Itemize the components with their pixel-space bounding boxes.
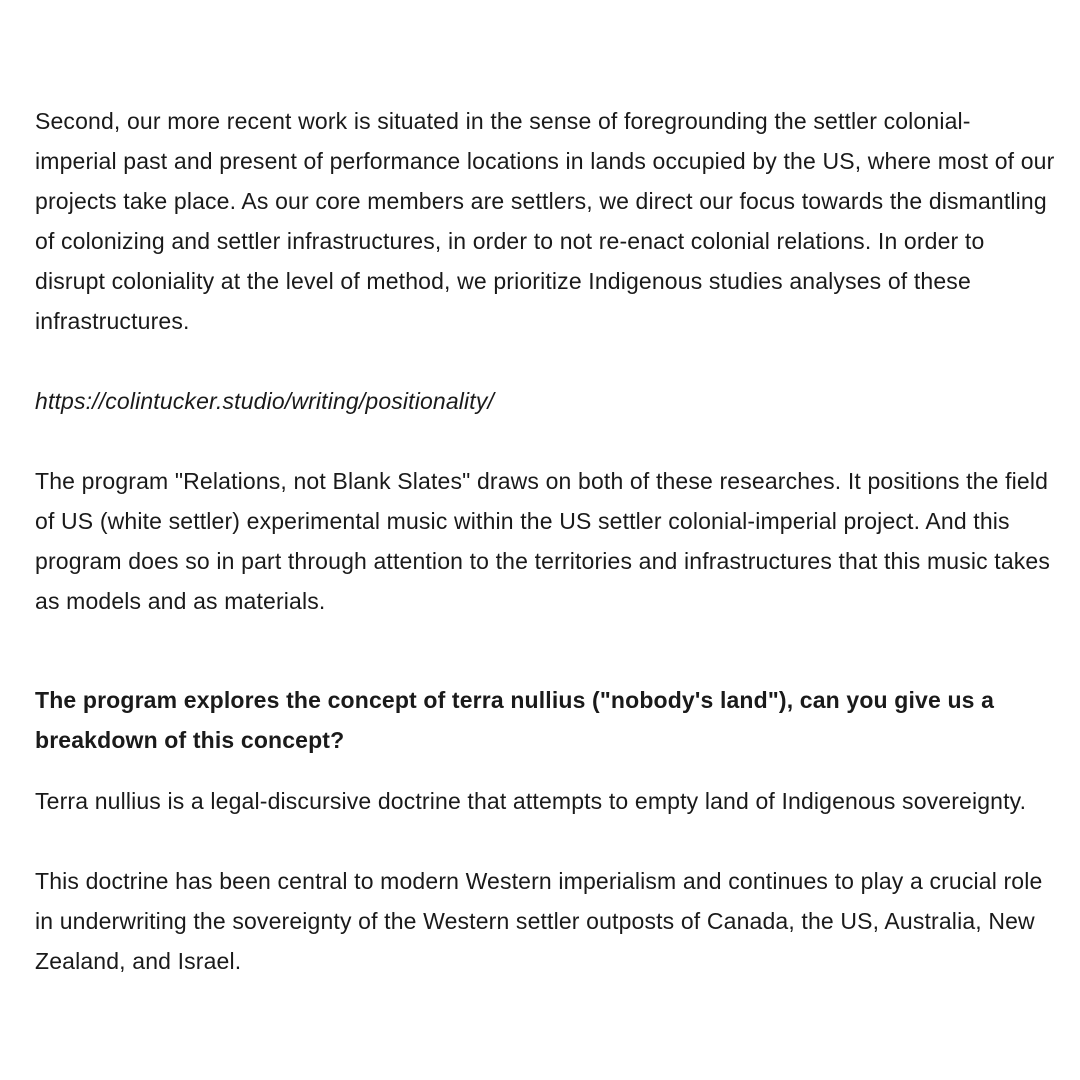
answer-paragraph-1: Terra nullius is a legal-discursive doctrine that attempts to empty land of Indigenous sovereignty.: [35, 788, 1027, 814]
source-url-text: https://colintucker.studio/writing/positionality/: [35, 388, 495, 414]
interview-question: The program explores the concept of terra nullius ("nobody's land"), can you give us a breakdown of this concept?: [35, 687, 995, 753]
paragraph-positionality: Second, our more recent work is situated in the sense of foregrounding the settler colonial- imperial past and present of performance locations in lands occupied by the US, where most of our projects take place. As our core members are settlers, we direct our focus towards the dismantling of colonizing and settler infrastructures, in order to not re-enact colonial relations. In order to disrupt coloniality at the level of method, we prioritize Indigenous studies analyses of these infrastructures.: [35, 108, 1055, 334]
paragraph-program: The program "Relations, not Blank Slates" draws on both of these researches. It positions the field of US (white settler) experimental music within the US settler colonial-imperial project. And this program does so in part through attention to the territories and infrastructures that this music takes as models and as materials.: [35, 468, 1051, 614]
answer-paragraph-2: This doctrine has been central to modern Western imperialism and continues to play a crucial role in underwriting the sovereignty of the Western settler outposts of Canada, the US, Australia, New Zealand, and Israel.: [35, 868, 1043, 974]
article-body: [35, 101, 1055, 981]
